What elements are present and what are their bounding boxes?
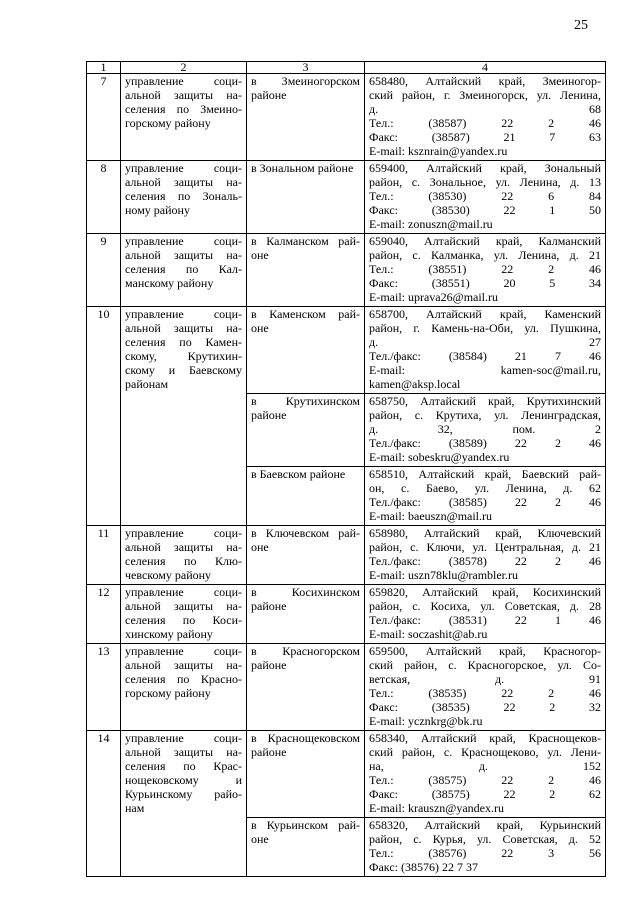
text-line: Тел./факс: (38578) 22 2 46 bbox=[369, 554, 601, 568]
contact-cell bbox=[365, 467, 606, 526]
district-cell bbox=[247, 644, 365, 731]
text-line: в Змеиногорском bbox=[251, 74, 360, 88]
text-line: Факс: (38575) 22 2 62 bbox=[369, 787, 601, 801]
text-line: E-mail: uszn78klu@rambler.ru bbox=[369, 568, 519, 582]
text-line: селения по Крас- bbox=[125, 759, 242, 773]
text-line: альной защиты на- bbox=[125, 540, 242, 554]
text-line: E-mail: sobeskru@yandex.ru bbox=[369, 450, 510, 464]
text-line: управление соци- bbox=[125, 585, 242, 599]
text-line: Тел.: (38587) 22 2 46 bbox=[369, 116, 601, 130]
table-row bbox=[87, 526, 606, 585]
text-line: горскому району bbox=[125, 116, 211, 130]
contact-cell bbox=[365, 394, 606, 467]
text-line: Факс: (38530) 22 1 50 bbox=[369, 203, 601, 217]
text-line: E-mail: zonuszn@mail.ru bbox=[369, 217, 493, 231]
table-row bbox=[87, 234, 606, 307]
text-line: оне bbox=[251, 248, 269, 262]
text-line: 658320, Алтайский край, Курьинский bbox=[369, 818, 601, 832]
district-cell bbox=[247, 731, 365, 818]
text-line: селения по Камен- bbox=[125, 335, 242, 349]
contact-cell bbox=[365, 818, 606, 877]
text-line: в Каменском рай- bbox=[251, 307, 360, 321]
organization-cell bbox=[121, 161, 247, 234]
text-line: альной защиты на- bbox=[125, 745, 242, 759]
district-cell bbox=[247, 585, 365, 644]
text-line: д. 32, пом. 2 bbox=[369, 422, 601, 436]
page-number: 25 bbox=[574, 18, 588, 33]
text-line: Тел./факс: (38589) 22 2 46 bbox=[369, 436, 601, 450]
text-line: хинскому району bbox=[125, 627, 213, 641]
row-number: 13 bbox=[87, 644, 121, 731]
text-line: д. 27 bbox=[369, 335, 601, 349]
text-line: горскому району bbox=[125, 686, 211, 700]
text-line: E-mail: uprava26@mail.ru bbox=[369, 290, 499, 304]
text-line: Тел.: (38535) 22 2 46 bbox=[369, 686, 601, 700]
district-cell bbox=[247, 394, 365, 467]
text-line: селения по Змеино- bbox=[125, 102, 242, 116]
table-row bbox=[87, 161, 606, 234]
text-line: селения по Клю- bbox=[125, 554, 242, 568]
text-line: оне bbox=[251, 540, 269, 554]
text-line: он, с. Баево, ул. Ленина, д. 62 bbox=[369, 481, 601, 495]
text-line: в Зональном районе bbox=[251, 161, 354, 175]
row-number: 7 bbox=[87, 74, 121, 161]
header-cell: 1 bbox=[87, 62, 121, 74]
text-line: оне bbox=[251, 321, 269, 335]
text-line: селения по Красно- bbox=[125, 672, 242, 686]
text-line: Факс: (38535) 22 2 32 bbox=[369, 700, 601, 714]
text-line: селения по Зональ- bbox=[125, 189, 242, 203]
text-line: 659400, Алтайский край, Зональный bbox=[369, 161, 601, 175]
organization-cell bbox=[121, 731, 247, 877]
text-line: ский район, г. Змеиногорск, ул. Ленина, bbox=[369, 88, 601, 102]
text-line: район, г. Камень-на-Оби, ул. Пушкина, bbox=[369, 321, 601, 335]
text-line: в Баевском районе bbox=[251, 467, 346, 481]
text-line: районе bbox=[251, 88, 287, 102]
text-line: район, с. Зональное, ул. Ленина, д. 13 bbox=[369, 175, 601, 189]
text-line: Тел.: (38551) 22 2 46 bbox=[369, 262, 601, 276]
text-line: ному району bbox=[125, 203, 190, 217]
text-line: альной защиты на- bbox=[125, 658, 242, 672]
text-line: район, с. Курья, ул. Советская, д. 52 bbox=[369, 832, 601, 846]
text-line: селения по Кал- bbox=[125, 262, 242, 276]
text-line: нощековскому и bbox=[125, 773, 242, 787]
text-line: управление соци- bbox=[125, 731, 242, 745]
text-line: E-mail: ycznkrg@bk.ru bbox=[369, 714, 483, 728]
text-line: альной защиты на- bbox=[125, 248, 242, 262]
district-cell bbox=[247, 526, 365, 585]
text-line: в Ключевском рай- bbox=[251, 526, 360, 540]
text-line: д. 68 bbox=[369, 102, 601, 116]
text-line: 659500, Алтайский край, Красногор- bbox=[369, 644, 601, 658]
text-line: в Курьинском рай- bbox=[251, 818, 360, 832]
organization-cell bbox=[121, 526, 247, 585]
table-row bbox=[87, 74, 606, 161]
text-line: E-mail: ksznrain@yandex.ru bbox=[369, 144, 508, 158]
agencies-table bbox=[86, 61, 606, 877]
contact-cell bbox=[365, 307, 606, 394]
text-line: районе bbox=[251, 408, 287, 422]
table-row bbox=[87, 644, 606, 731]
district-cell bbox=[247, 161, 365, 234]
row-number: 11 bbox=[87, 526, 121, 585]
text-line: kamen@aksp.local bbox=[369, 377, 461, 391]
organization-cell bbox=[121, 585, 247, 644]
text-line: 659820, Алтайский край, Косихинский bbox=[369, 585, 601, 599]
text-line: скому и Баевскому bbox=[125, 363, 242, 377]
text-line: Тел./факс: (38531) 22 1 46 bbox=[369, 613, 601, 627]
table-row bbox=[87, 585, 606, 644]
text-line: оне bbox=[251, 832, 269, 846]
organization-cell bbox=[121, 644, 247, 731]
text-line: 658510, Алтайский край, Баевский рай- bbox=[369, 467, 601, 481]
text-line: район, с. Крутиха, ул. Ленинградская, bbox=[369, 408, 601, 422]
text-line: манскому району bbox=[125, 276, 214, 290]
text-line: Тел.: (38575) 22 2 46 bbox=[369, 773, 601, 787]
row-number: 12 bbox=[87, 585, 121, 644]
text-line: в Крутихинском bbox=[251, 394, 360, 408]
text-line: управление соци- bbox=[125, 644, 242, 658]
district-cell bbox=[247, 234, 365, 307]
text-line: районе bbox=[251, 599, 287, 613]
text-line: Курьинскому райо- bbox=[125, 787, 242, 801]
contact-cell bbox=[365, 74, 606, 161]
text-line: ский район, с. Красногорское, ул. Со- bbox=[369, 658, 601, 672]
text-line: ский район, с. Краснощеково, ул. Лени- bbox=[369, 745, 601, 759]
row-number: 10 bbox=[87, 307, 121, 526]
text-line: районам bbox=[125, 377, 169, 391]
text-line: E-mail: soczashit@ab.ru bbox=[369, 627, 488, 641]
text-line: E-mail: baeuszn@mail.ru bbox=[369, 509, 493, 523]
text-line: Факс: (38587) 21 7 63 bbox=[369, 130, 601, 144]
text-line: управление соци- bbox=[125, 526, 242, 540]
text-line: район, с. Калманка, ул. Ленина, д. 21 bbox=[369, 248, 601, 262]
text-line: альной защиты на- bbox=[125, 599, 242, 613]
text-line: Тел./факс: (38584) 21 7 46 bbox=[369, 349, 601, 363]
text-line: альной защиты на- bbox=[125, 88, 242, 102]
contact-cell bbox=[365, 731, 606, 818]
text-line: управление соци- bbox=[125, 161, 242, 175]
text-line: 659040, Алтайский край, Калманский bbox=[369, 234, 601, 248]
text-line: нам bbox=[125, 801, 145, 815]
text-line: район, с. Косиха, ул. Советская, д. 28 bbox=[369, 599, 601, 613]
contact-cell bbox=[365, 526, 606, 585]
organization-cell bbox=[121, 307, 247, 526]
text-line: в Косихинском bbox=[251, 585, 360, 599]
row-number: 8 bbox=[87, 161, 121, 234]
text-line: район, с. Ключи, ул. Центральная, д. 21 bbox=[369, 540, 601, 554]
contact-cell bbox=[365, 585, 606, 644]
organization-cell bbox=[121, 74, 247, 161]
text-line: управление соци- bbox=[125, 234, 242, 248]
text-line: в Калманском рай- bbox=[251, 234, 360, 248]
text-line: E-mail: kamen-soc@mail.ru, bbox=[369, 363, 601, 377]
text-line: 658480, Алтайский край, Змеиногор- bbox=[369, 74, 601, 88]
text-line: Факс: (38576) 22 7 37 bbox=[369, 860, 478, 874]
text-line: в Красногорском bbox=[251, 644, 360, 658]
text-line: управление соци- bbox=[125, 74, 242, 88]
text-line: на, д. 152 bbox=[369, 759, 601, 773]
header-cell: 3 bbox=[247, 62, 365, 74]
header-cell: 4 bbox=[365, 62, 606, 74]
text-line: E-mail: krauszn@yandex.ru bbox=[369, 801, 505, 815]
text-line: 658700, Алтайский край, Каменский bbox=[369, 307, 601, 321]
table-body bbox=[87, 62, 606, 877]
text-line: альной защиты на- bbox=[125, 321, 242, 335]
text-line: альной защиты на- bbox=[125, 175, 242, 189]
header-row bbox=[87, 62, 606, 74]
text-line: скому, Крутихин- bbox=[125, 349, 242, 363]
text-line: 658980, Алтайский край, Ключевский bbox=[369, 526, 601, 540]
contact-cell bbox=[365, 644, 606, 731]
row-number: 14 bbox=[87, 731, 121, 877]
district-cell bbox=[247, 74, 365, 161]
row-number: 9 bbox=[87, 234, 121, 307]
text-line: в Краснощековском bbox=[251, 731, 360, 745]
district-cell bbox=[247, 467, 365, 526]
text-line: районе bbox=[251, 745, 287, 759]
table-row bbox=[87, 731, 606, 818]
text-line: Факс: (38551) 20 5 34 bbox=[369, 276, 601, 290]
text-line: чевскому району bbox=[125, 568, 212, 582]
contact-cell bbox=[365, 161, 606, 234]
header-cell: 2 bbox=[121, 62, 247, 74]
district-cell bbox=[247, 818, 365, 877]
text-line: Тел./факс: (38585) 22 2 46 bbox=[369, 495, 601, 509]
text-line: 658750, Алтайский край, Крутихинский bbox=[369, 394, 601, 408]
text-line: селения по Коси- bbox=[125, 613, 242, 627]
organization-cell bbox=[121, 234, 247, 307]
contact-cell bbox=[365, 234, 606, 307]
text-line: Тел.: (38530) 22 6 84 bbox=[369, 189, 601, 203]
text-line: Тел.: (38576) 22 3 56 bbox=[369, 846, 601, 860]
text-line: управление соци- bbox=[125, 307, 242, 321]
text-line: ветская, д. 91 bbox=[369, 672, 601, 686]
text-line: районе bbox=[251, 658, 287, 672]
text-line: 658340, Алтайский край, Краснощеков- bbox=[369, 731, 601, 745]
table-row bbox=[87, 307, 606, 394]
district-cell bbox=[247, 307, 365, 394]
